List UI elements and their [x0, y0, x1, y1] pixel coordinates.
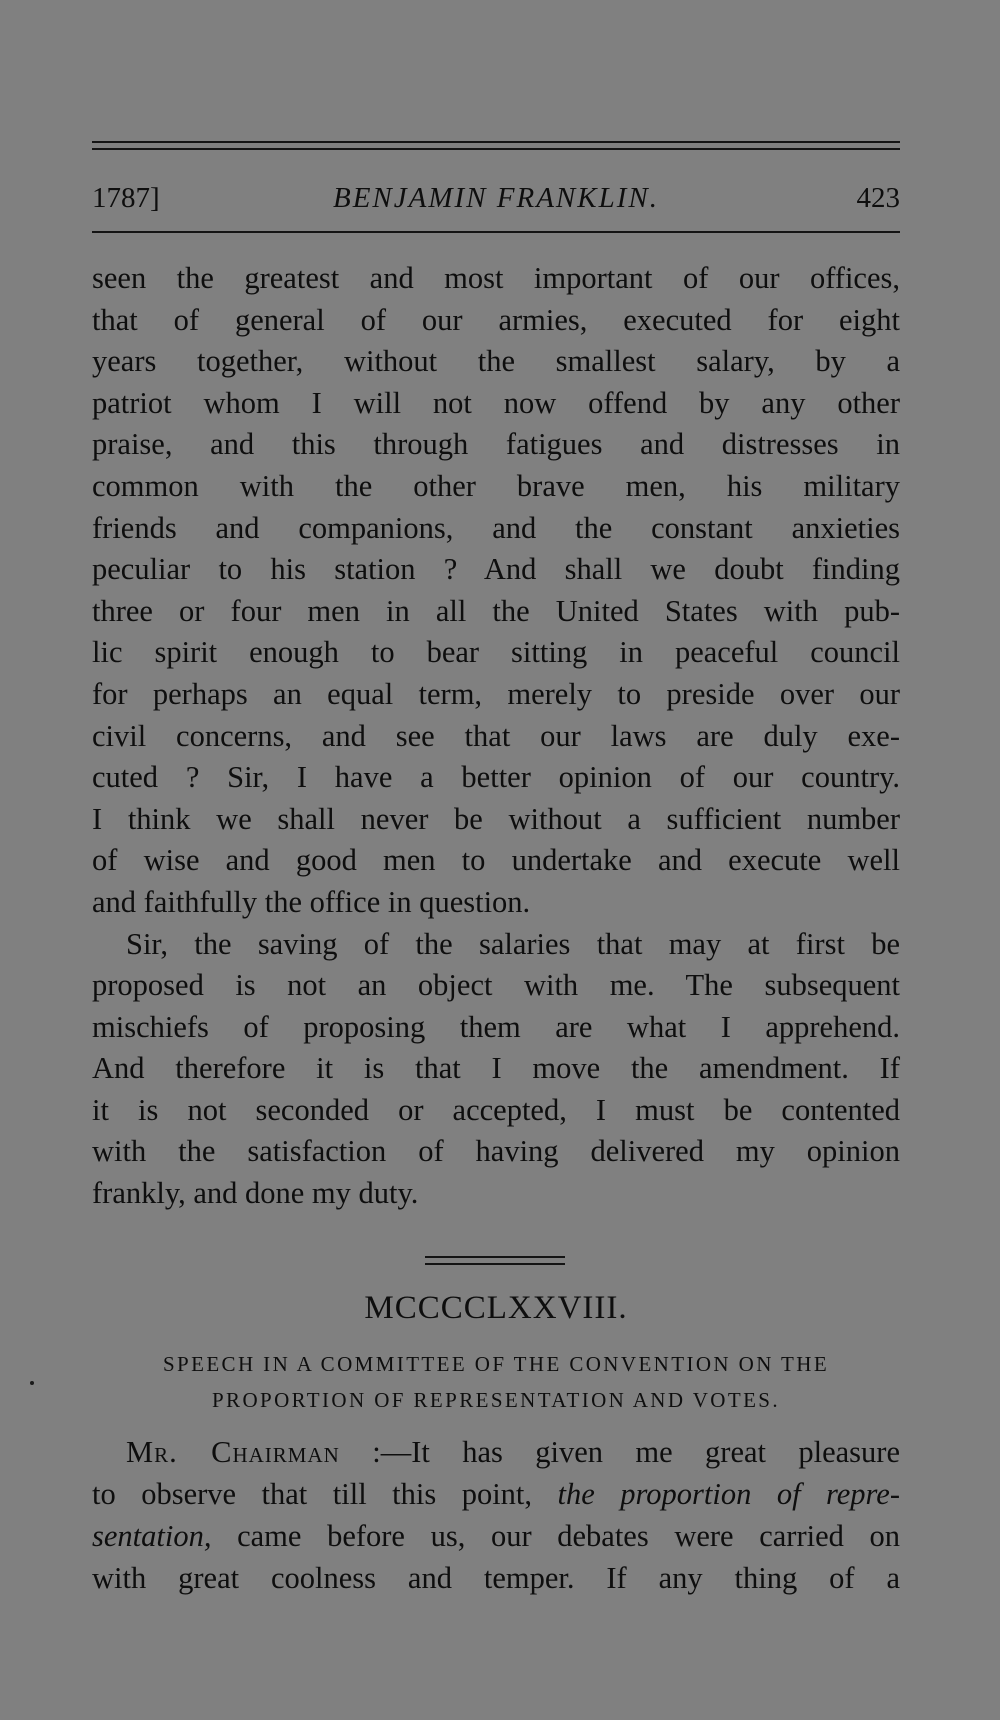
body-line: proposed is not an object with me. The subsequent: [92, 968, 900, 1003]
page-number: 423: [856, 182, 900, 214]
speech-line-text: to observe that till this point,: [92, 1477, 558, 1511]
body-line: years together, without the smallest salary, by a: [92, 344, 900, 379]
body-line: And therefore it is that I move the amendment. If: [92, 1051, 900, 1086]
body-line: lic spirit enough to bear sitting in peaceful council: [92, 635, 900, 670]
body-line: common with the other brave men, his military: [92, 468, 900, 503]
section-subtitle: [92, 1346, 900, 1418]
body-line: patriot whom I will not now offend by any other: [92, 385, 900, 420]
speech-italic-text: the proportion of repre-: [557, 1477, 900, 1511]
speech-line: [92, 1431, 900, 1473]
body-line: cuted ? Sir, I have a better opinion of our country.: [92, 760, 900, 795]
body-line: it is not seconded or accepted, I must be contented: [92, 1092, 900, 1127]
speech-line-text: came before us, our debates were carried on: [211, 1519, 900, 1553]
speech-line: [92, 1515, 900, 1557]
speaker-salutation: Mr. Chairman: [126, 1435, 340, 1469]
speech-italic-text: sentation,: [92, 1519, 212, 1553]
speech-line-text: :—It has given me great pleasure: [339, 1435, 900, 1469]
section-divider: [425, 1256, 565, 1265]
body-line: I think we shall never be without a sufficient number: [92, 801, 900, 836]
body-line: that of general of our armies, executed for eight: [92, 302, 900, 337]
body-line: for perhaps an equal term, merely to preside over our: [92, 676, 900, 711]
running-head-title: BENJAMIN FRANKLIN.: [333, 182, 659, 214]
body-line: three or four men in all the United States with pub-: [92, 593, 900, 628]
body-line: praise, and this through fatigues and distresses in: [92, 427, 900, 462]
running-head-date: 1787]: [92, 182, 160, 214]
speech-line: with great coolness and temper. If any thing of a: [92, 1561, 900, 1595]
body-line: frankly, and done my duty.: [92, 1176, 419, 1211]
subtitle-line: PROPORTION OF REPRESENTATION AND VOTES.: [211, 1388, 781, 1412]
body-line: mischiefs of proposing them are what I apprehend.: [92, 1009, 900, 1044]
running-head: [92, 178, 900, 218]
speech-text: [92, 1431, 900, 1599]
header-double-rule: [92, 141, 900, 150]
body-line: and faithfully the office in question.: [92, 884, 531, 919]
body-line: seen the greatest and most important of our offices,: [92, 261, 900, 295]
ink-speck: [30, 1381, 34, 1385]
speech-line: [92, 1473, 900, 1515]
body-line: with the satisfaction of having delivered my opinion: [92, 1134, 900, 1169]
header-rule: [92, 231, 900, 233]
body-line: peculiar to his station ? And shall we doubt finding: [92, 552, 900, 587]
body-line: Sir, the saving of the salaries that may at first be: [126, 926, 900, 961]
body-paragraphs: [92, 258, 900, 1215]
section-number: MCCCCLXXVIII.: [364, 1290, 628, 1326]
book-page: [92, 0, 900, 1720]
body-line: of wise and good men to undertake and execute well: [92, 843, 900, 878]
subtitle-line: SPEECH IN A COMMITTEE OF THE CONVENTION ON THE: [162, 1352, 830, 1376]
body-line: civil concerns, and see that our laws are duly exe-: [92, 718, 900, 753]
body-line: friends and companions, and the constant anxieties: [92, 510, 900, 545]
